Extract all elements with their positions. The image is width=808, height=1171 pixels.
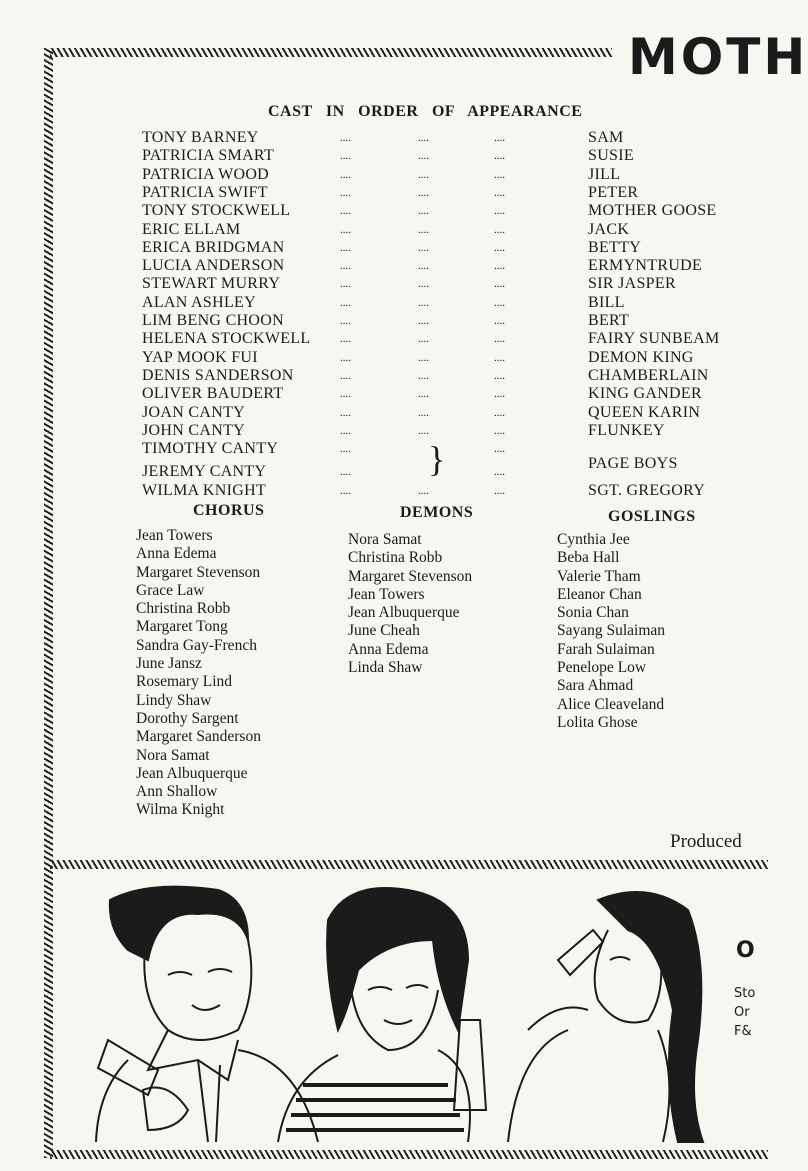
demons-member: Christina Robb — [348, 549, 443, 567]
cast-leader-dots: .... — [418, 406, 429, 419]
cast-leader-dots: .... — [340, 150, 351, 163]
man-collar — [148, 1030, 238, 1080]
cast-actor: DENIS SANDERSON — [142, 366, 294, 384]
cast-role: FAIRY SUNBEAM — [588, 330, 720, 348]
cast-actor: LUCIA ANDERSON — [142, 257, 285, 275]
goslings-member: Beba Hall — [557, 549, 620, 567]
cast-leader-dots: .... — [340, 223, 351, 236]
cast-actor: TONY BARNEY — [142, 129, 259, 146]
produced-credit: Produced — [670, 831, 742, 852]
cast-leader-dots: .... — [418, 333, 429, 346]
cast-leader-dots: .... — [340, 406, 351, 419]
cast-actor: OLIVER BAUDERT — [142, 385, 284, 403]
cast-leader-dots: .... — [494, 466, 505, 479]
cast-row — [0, 202, 768, 220]
cast-leader-dots: .... — [494, 333, 505, 346]
demons-list — [348, 531, 472, 677]
cast-leader-dots: .... — [494, 296, 505, 309]
cast-leader-dots: .... — [418, 369, 429, 382]
cast-actor: YAP MOOK FUI — [142, 348, 258, 366]
advert-heading-fragment: O — [736, 938, 755, 963]
cast-leader-dots: .... — [418, 351, 429, 364]
cast-leader-dots: .... — [494, 278, 505, 291]
chorus-member: Sandra Gay-French — [136, 636, 257, 654]
cast-actor: JOAN CANTY — [142, 403, 245, 421]
cast-row — [0, 455, 768, 481]
cast-row — [0, 239, 768, 257]
cast-leader-dots: .... — [418, 388, 429, 401]
cast-role: KING GANDER — [588, 385, 702, 403]
cast-leader-dots: .... — [340, 424, 351, 437]
cast-leader-dots: .... — [494, 186, 505, 199]
girl-dress — [508, 1030, 669, 1142]
advert-line: Sto — [734, 986, 756, 1001]
cast-leader-dots: .... — [494, 241, 505, 254]
chorus-member: Christina Robb — [136, 600, 231, 618]
advert-line: Or — [734, 1005, 750, 1020]
cast-actor: PATRICIA WOOD — [142, 165, 270, 183]
cast-leader-dots: .... — [418, 205, 429, 218]
cast-leader-dots: .... — [418, 424, 429, 437]
cast-leader-dots: .... — [418, 150, 429, 163]
cast-leader-dots: .... — [418, 132, 429, 144]
cast-role: SUSIE — [588, 147, 634, 165]
cast-leader-dots: .... — [494, 260, 505, 273]
chorus-member: Anna Edema — [136, 545, 217, 563]
top-hatched-border — [50, 48, 612, 57]
demons-member: Linda Shaw — [348, 659, 423, 677]
cast-role: PAGE BOYS — [588, 455, 678, 473]
goslings-member: Eleanor Chan — [557, 585, 642, 603]
cast-actor: LIM BENG CHOON — [142, 312, 284, 329]
chorus-member: Jean Towers — [136, 527, 213, 544]
cast-leader-dots: .... — [340, 168, 351, 181]
cast-leader-dots: .... — [340, 443, 351, 456]
cast-role: DEMON KING — [588, 348, 694, 366]
demons-member: Margaret Stevenson — [348, 567, 473, 585]
cast-role: ERMYNTRUDE — [588, 257, 703, 275]
chorus-member: Nora Samat — [136, 746, 210, 764]
demons-member: Nora Samat — [348, 531, 422, 548]
cast-row — [0, 221, 768, 239]
cast-actor: TONY STOCKWELL — [142, 202, 291, 220]
chorus-member: Lindy Shaw — [136, 691, 212, 709]
chorus-member: June Jansz — [136, 655, 202, 673]
chorus-member: Margaret Stevenson — [136, 563, 261, 581]
cast-leader-dots: .... — [340, 278, 351, 291]
cast-leader-dots: .... — [494, 351, 505, 364]
cast-role: BILL — [588, 293, 625, 311]
cast-leader-dots: .... — [494, 223, 505, 236]
cast-leader-dots: .... — [340, 388, 351, 401]
cast-leader-dots: .... — [418, 168, 429, 181]
goslings-member: Sayang Sulaiman — [557, 622, 666, 640]
demons-member: Jean Albuquerque — [348, 604, 460, 622]
man-face — [144, 940, 251, 1040]
man-hand — [143, 1088, 188, 1131]
cast-row — [0, 257, 768, 275]
cast-row — [0, 422, 768, 440]
cast-leader-dots: .... — [418, 296, 429, 309]
cast-leader-dots: .... — [418, 186, 429, 199]
cast-leader-dots: .... — [494, 406, 505, 419]
cast-row — [0, 330, 768, 348]
cast-heading: CAST IN ORDER OF APPEARANCE — [268, 103, 583, 120]
man-hair — [110, 887, 248, 960]
cast-role: JACK — [588, 220, 630, 238]
chorus-member: Jean Albuquerque — [136, 764, 248, 782]
demons-member: Anna Edema — [348, 640, 429, 658]
goslings-member: Valerie Tham — [557, 567, 641, 585]
goslings-member: Lolita Ghose — [557, 713, 638, 731]
cast-role: SAM — [588, 129, 624, 146]
cast-role: SIR JASPER — [588, 275, 676, 293]
cast-row — [0, 129, 768, 147]
cast-row — [0, 385, 768, 403]
bottle-middle — [454, 1020, 486, 1110]
chorus-member: Margaret Sanderson — [136, 728, 261, 746]
chorus-member: Margaret Tong — [136, 618, 228, 636]
cast-actor: PATRICIA SWIFT — [142, 183, 268, 201]
cast-role: BETTY — [588, 238, 642, 256]
demons-member: June Cheah — [348, 622, 420, 640]
chorus-member: Ann Shallow — [136, 783, 218, 801]
cast-leader-dots: .... — [418, 223, 429, 236]
cast-actor: JOHN CANTY — [142, 421, 245, 439]
middle-hatched-border — [50, 860, 768, 869]
cast-leader-dots: .... — [340, 351, 351, 364]
cast-leader-dots: .... — [494, 205, 505, 218]
cast-role: JILL — [588, 165, 621, 183]
cast-leader-dots: .... — [340, 333, 351, 346]
cast-leader-dots: .... — [418, 241, 429, 254]
cast-role: CHAMBERLAIN — [588, 366, 709, 384]
cast-leader-dots: .... — [340, 466, 351, 479]
programme-title: MOTH — [628, 28, 808, 86]
advert-illustration — [88, 880, 728, 1142]
cast-leader-dots: .... — [340, 132, 351, 144]
goslings-member: Sonia Chan — [557, 604, 629, 622]
cast-leader-dots: .... — [418, 260, 429, 273]
cast-leader-dots: .... — [494, 424, 505, 437]
goslings-member: Alice Cleaveland — [557, 695, 665, 713]
cast-leader-dots: .... — [340, 315, 351, 327]
cast-leader-dots: .... — [494, 315, 505, 327]
cast-row — [0, 147, 768, 165]
cast-role: MOTHER GOOSE — [588, 202, 717, 220]
cast-row — [0, 482, 768, 500]
cast-leader-dots: .... — [340, 369, 351, 382]
cast-row — [0, 166, 768, 184]
cast-leader-dots: .... — [340, 205, 351, 218]
demons-member: Jean Towers — [348, 585, 425, 603]
woman-hair — [327, 888, 468, 1030]
cast-leader-dots: .... — [340, 241, 351, 254]
cast-leader-dots: .... — [494, 443, 505, 456]
cast-row — [0, 367, 768, 385]
cast-leader-dots: .... — [494, 369, 505, 382]
cast-role: QUEEN KARIN — [588, 403, 701, 421]
cast-row — [0, 184, 768, 202]
cast-actor: HELENA STOCKWELL — [142, 330, 311, 348]
cast-leader-dots: .... — [494, 168, 505, 181]
chorus-member: Wilma Knight — [136, 801, 225, 819]
cast-actor: PATRICIA SMART — [142, 147, 275, 165]
cast-actor: ALAN ASHLEY — [142, 293, 256, 311]
demons-heading: DEMONS — [400, 504, 474, 521]
chorus-member: Grace Law — [136, 581, 205, 599]
cast-role: FLUNKEY — [588, 421, 665, 439]
cast-row — [0, 404, 768, 422]
cast-actor: TIMOTHY CANTY — [142, 440, 279, 458]
cast-leader-dots: .... — [494, 484, 505, 497]
goslings-list — [557, 531, 665, 732]
chorus-heading: CHORUS — [193, 502, 265, 519]
goslings-member: Sara Ahmad — [557, 677, 634, 695]
chorus-member: Rosemary Lind — [136, 673, 232, 691]
cast-leader-dots: .... — [494, 132, 505, 144]
cast-leader-dots: .... — [418, 315, 429, 327]
cast-role: SGT. GREGORY — [588, 481, 706, 499]
cast-row — [0, 312, 768, 330]
cast-leader-dots: .... — [340, 484, 351, 497]
cast-actor: JEREMY CANTY — [142, 463, 267, 481]
cast-row — [0, 275, 768, 293]
cast-row — [0, 349, 768, 367]
bottom-hatched-border — [50, 1150, 768, 1159]
cast-actor: ERIC ELLAM — [142, 220, 241, 238]
goslings-member: Penelope Low — [557, 659, 647, 677]
advert-line: F& — [734, 1024, 752, 1039]
cast-leader-dots: .... — [494, 388, 505, 401]
cast-actor: ERICA BRIDGMAN — [142, 238, 285, 256]
cast-row — [0, 294, 768, 312]
cast-role: PETER — [588, 183, 639, 201]
goslings-heading: GOSLINGS — [608, 508, 696, 525]
cast-leader-dots: .... — [418, 484, 429, 497]
cast-actor: WILMA KNIGHT — [142, 481, 267, 499]
cast-leader-dots: .... — [418, 278, 429, 291]
goslings-member: Farah Sulaiman — [557, 640, 655, 658]
cast-leader-dots: .... — [340, 186, 351, 199]
woman-face — [350, 960, 438, 1050]
page-boys-brace: } — [428, 439, 446, 479]
goslings-member: Cynthia Jee — [557, 531, 630, 548]
cast-actor: STEWART MURRY — [142, 275, 281, 293]
chorus-list — [136, 527, 261, 820]
chorus-member: Dorothy Sargent — [136, 709, 239, 727]
cast-role: BERT — [588, 312, 630, 329]
cast-leader-dots: .... — [340, 260, 351, 273]
cast-leader-dots: .... — [494, 150, 505, 163]
cast-leader-dots: .... — [340, 296, 351, 309]
